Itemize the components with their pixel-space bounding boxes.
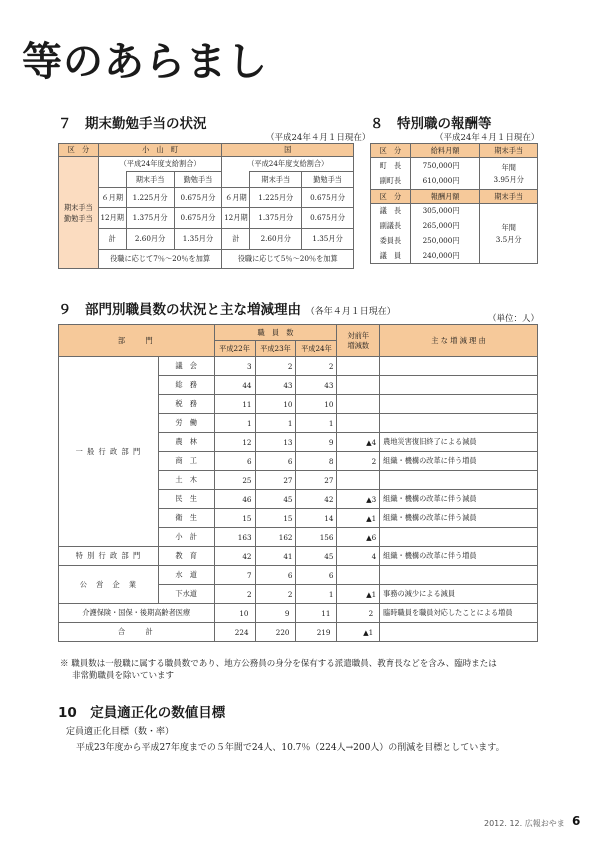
staff-reason: 組織・機構の改革に伴う増員 [380, 547, 538, 566]
section-7-heading: ７ 期末勤勉手当の状況 [58, 116, 207, 132]
staff-dept-name: 下水道 [158, 585, 214, 604]
staff-count-2012: 45 [296, 547, 337, 566]
staff-header-year: 平成22年 [214, 341, 255, 357]
staff-reason [380, 528, 538, 547]
staff-header-reason: 主 な 増 減 理 由 [380, 325, 538, 357]
staff-reason: 組織・機構の改革に伴う増員 [380, 452, 538, 471]
staff-count-2012: 9 [296, 433, 337, 452]
staff-reason: 事務の減少による減員 [380, 585, 538, 604]
staff-count-2011: 6 [255, 566, 296, 585]
special-salary-row: 副町長 610,000円 [371, 174, 538, 190]
bonus-addon-nation: 役職に応じて5％～20％を加算 [222, 250, 354, 269]
staff-reason [380, 395, 538, 414]
bonus-rate-town: （平成24年度支給割合） [98, 157, 222, 172]
section-9-heading [58, 302, 396, 320]
staff-reason: 組織・機構の改革に伴う減員 [380, 509, 538, 528]
section-9-date-note: （各年４月１日現在） [305, 307, 396, 317]
staff-total-row-name: 合 計 [59, 623, 215, 642]
special-header-kubun: 区 分 [371, 190, 411, 204]
staff-total-row-y23: 220 [255, 623, 296, 642]
staff-footnote [60, 658, 540, 682]
staff-change [337, 395, 380, 414]
staff-count-2012: 6 [296, 566, 337, 585]
staff-change: ▲3 [337, 490, 380, 509]
staff-total-row-chg: ▲1 [337, 623, 380, 642]
staff-count-2011: 13 [255, 433, 296, 452]
staff-count-2010: 3 [214, 357, 255, 376]
staff-dept-name: 議 会 [158, 357, 214, 376]
staff-reason [380, 376, 538, 395]
staff-dept-name: 総 務 [158, 376, 214, 395]
staff-change: ▲1 [337, 585, 380, 604]
staff-count-2012: 43 [296, 376, 337, 395]
table-row [59, 566, 538, 585]
staff-count-2011: 6 [255, 452, 296, 471]
staff-change: ▲6 [337, 528, 380, 547]
staff-change [337, 357, 380, 376]
staff-dept-name: 税 務 [158, 395, 214, 414]
staff-count-2012: 27 [296, 471, 337, 490]
staff-count-2011: 15 [255, 509, 296, 528]
staff-count-2012: 156 [296, 528, 337, 547]
staff-total-row-reason [380, 623, 538, 642]
special-remu-row: 委員長 250,000円 [371, 234, 538, 249]
staff-total-row-y22: 224 [214, 623, 255, 642]
staff-count-2012: 1 [296, 585, 337, 604]
bonus-header-town: 小 山 町 [98, 144, 222, 157]
bonus-table [58, 143, 354, 269]
staff-count-2010: 44 [214, 376, 255, 395]
staff-count-2011: 27 [255, 471, 296, 490]
staff-reason [380, 414, 538, 433]
staff-header-year: 平成24年 [296, 341, 337, 357]
staff-count-2011: 162 [255, 528, 296, 547]
section-10-subheading: 定員適正化目標（数・率） [66, 727, 175, 737]
special-header-bonus: 期末手当 [480, 144, 538, 158]
staff-change [337, 566, 380, 585]
staff-count-2010: 6 [214, 452, 255, 471]
special-salary-row: 町 長 750,000円 年間 3.95月分 [371, 158, 538, 174]
staff-count-2010: 42 [214, 547, 255, 566]
bonus-row: 12月期 1.375月分 0.675月分 12月期 1.375月分 0.675月分 [59, 208, 354, 229]
bonus-header-kubun: 区 分 [59, 144, 99, 157]
staff-count-2012: 8 [296, 452, 337, 471]
staff-change: ▲1 [337, 509, 380, 528]
staff-dept-name: 小 計 [158, 528, 214, 547]
staff-count-2011: 1 [255, 414, 296, 433]
staff-insurance-row [59, 604, 538, 623]
special-header-kubun: 区 分 [371, 144, 411, 158]
staff-count-2010: 15 [214, 509, 255, 528]
staff-count-2010: 1 [214, 414, 255, 433]
table-row [59, 357, 538, 376]
staff-dept-name: 商 工 [158, 452, 214, 471]
staff-count-2012: 14 [296, 509, 337, 528]
bonus-row: ６月期 1.225月分 0.675月分 ６月期 1.225月分 0.675月分 [59, 188, 354, 208]
special-header-salary: 給料月額 [410, 144, 480, 158]
staff-count-2010: 11 [214, 395, 255, 414]
bonus-rate-nation: （平成24年度支給割合） [222, 157, 354, 172]
staff-group-general: 一 般 行 政 部 門 [59, 357, 159, 547]
staff-header-count: 職 員 数 [214, 325, 337, 341]
staff-table [58, 324, 538, 642]
page-number: 6 [572, 814, 581, 828]
special-header-remuneration: 報酬月額 [410, 190, 480, 204]
staff-footnote-line: 非常勤職員を除いています [72, 671, 175, 681]
section-10-heading: 10 定員適正化の数値目標 [58, 705, 226, 721]
staff-insurance-row-y24: 11 [296, 604, 337, 623]
staff-footnote-line: ※ 職員数は一般職に属する職員数であり、地方公務員の身分を保有する派遣職員、教育長などを含み、臨時または [60, 659, 497, 669]
staff-reason: 組織・機構の改革に伴う減員 [380, 490, 538, 509]
staff-header-year: 平成23年 [255, 341, 296, 357]
special-remu-bonus: 年間 3.5月分 [480, 204, 538, 264]
bonus-col-kinben: 勤勉手当 [302, 172, 354, 188]
staff-reason [380, 566, 538, 585]
staff-count-2011: 2 [255, 357, 296, 376]
staff-reason [380, 471, 538, 490]
staff-dept-name: 民 生 [158, 490, 214, 509]
staff-count-2012: 42 [296, 490, 337, 509]
staff-count-2011: 10 [255, 395, 296, 414]
staff-count-2011: 41 [255, 547, 296, 566]
special-salary-bonus: 年間 3.95月分 [480, 158, 538, 190]
section-9-title: ９ 部門別職員数の状況と主な増減理由 [58, 302, 301, 318]
staff-insurance-row-y23: 9 [255, 604, 296, 623]
staff-change [337, 414, 380, 433]
staff-dept-name: 農 林 [158, 433, 214, 452]
bonus-addon-town: 役職に応じて7％～20％を加算 [98, 250, 222, 269]
staff-count-2010: 12 [214, 433, 255, 452]
staff-count-2012: 2 [296, 357, 337, 376]
staff-dept-name: 水 道 [158, 566, 214, 585]
staff-count-2011: 45 [255, 490, 296, 509]
staff-count-2011: 43 [255, 376, 296, 395]
bonus-header-nation: 国 [222, 144, 354, 157]
bonus-row: 計 2.60月分 1.35月分 計 2.60月分 1.35月分 [59, 229, 354, 250]
bonus-col-kinben: 勤勉手当 [174, 172, 222, 188]
special-remu-row: 議 長 305,000円 年間 3.5月分 [371, 204, 538, 219]
section-8-heading: ８ 特別職の報酬等 [370, 116, 492, 132]
staff-count-2012: 1 [296, 414, 337, 433]
staff-insurance-row-y22: 10 [214, 604, 255, 623]
staff-group-special: 特 別 行 政 部 門 [59, 547, 159, 566]
staff-count-2012: 10 [296, 395, 337, 414]
staff-change: ▲4 [337, 433, 380, 452]
staff-dept-name: 労 働 [158, 414, 214, 433]
special-remu-row: 議 員 240,000円 [371, 249, 538, 264]
staff-change: 2 [337, 452, 380, 471]
footer-issue: 2012. 12. 広報おやま [484, 819, 565, 828]
staff-count-2010: 163 [214, 528, 255, 547]
table-row [59, 547, 538, 566]
staff-count-2010: 7 [214, 566, 255, 585]
staff-count-2010: 46 [214, 490, 255, 509]
staff-change [337, 471, 380, 490]
staff-change: 4 [337, 547, 380, 566]
staff-count-2010: 2 [214, 585, 255, 604]
staff-reason [380, 357, 538, 376]
special-post-table [370, 143, 538, 264]
staff-total-row-y24: 219 [296, 623, 337, 642]
staff-dept-name: 教 育 [158, 547, 214, 566]
bonus-col-kimatsu: 期末手当 [250, 172, 302, 188]
special-remu-row: 副議長 265,000円 [371, 219, 538, 234]
staff-reason: 農地災害復旧終了による減員 [380, 433, 538, 452]
section-10-text: 平成23年度から平成27年度までの５年間で24人、10.7％（224人→200人）の削減を目標としています。 [76, 743, 505, 753]
staff-count-2011: 2 [255, 585, 296, 604]
bonus-col-kimatsu: 期末手当 [126, 172, 174, 188]
staff-insurance-row-reason: 臨時職員を職員対応したことによる増員 [380, 604, 538, 623]
section-9-unit: （単位：人） [488, 314, 540, 324]
staff-header-change: 対前年 増減数 [337, 325, 380, 357]
bonus-row-label: 期末手当 勤勉手当 [59, 157, 99, 269]
staff-total-row [59, 623, 538, 642]
special-header-bonus: 期末手当 [480, 190, 538, 204]
staff-insurance-row-chg: 2 [337, 604, 380, 623]
section-8-date-note: （平成24年４月１日現在） [435, 133, 540, 143]
staff-insurance-row-name: 介護保険・国保・後期高齢者医療 [59, 604, 215, 623]
staff-count-2010: 25 [214, 471, 255, 490]
staff-group-public: 公 営 企 業 [59, 566, 159, 604]
staff-header-dept: 部 門 [59, 325, 215, 357]
page-title: 等のあらまし [22, 39, 268, 85]
staff-dept-name: 土 木 [158, 471, 214, 490]
staff-dept-name: 衛 生 [158, 509, 214, 528]
section-7-date-note: （平成24年４月１日現在） [266, 133, 371, 143]
staff-change [337, 376, 380, 395]
